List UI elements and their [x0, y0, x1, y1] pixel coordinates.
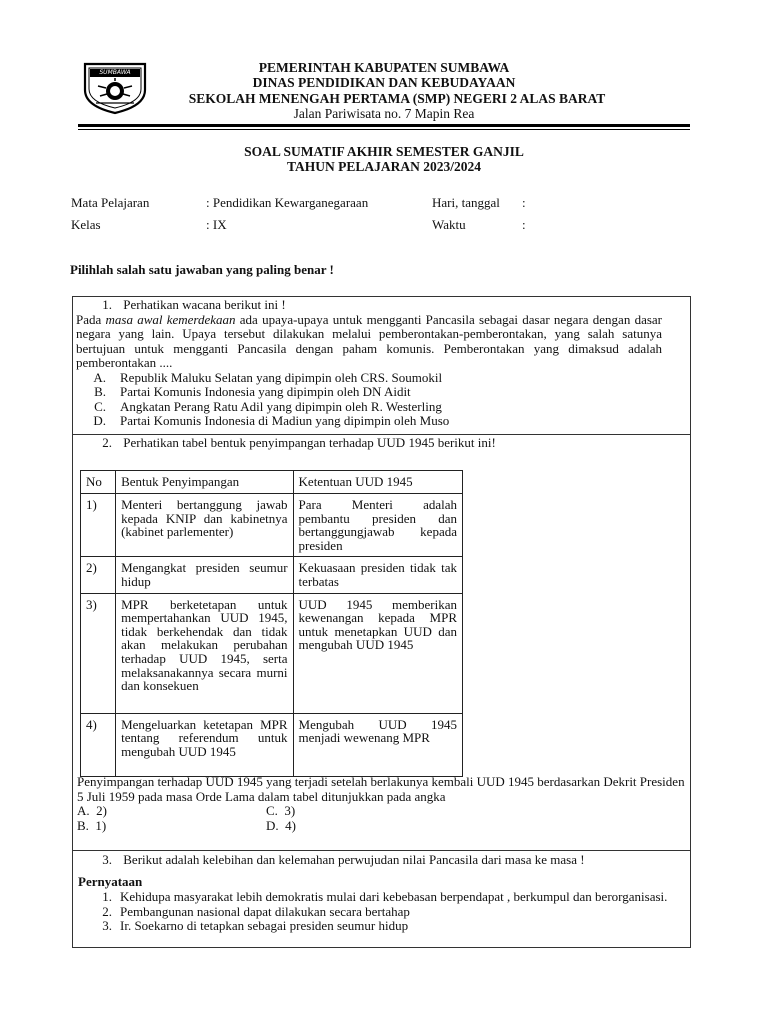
- q1-passage-emphasis: masa awal kemerdekaan: [105, 311, 236, 327]
- statement-item: [76, 890, 686, 905]
- option-letter: A.: [93, 369, 106, 385]
- option-letter: C.: [94, 398, 106, 414]
- class-value: : IX: [206, 217, 227, 232]
- statement-item: [76, 905, 686, 920]
- statement-text: Kehidupa masyarakat lebih demokratis mulai dari kebebasan berpendapat , berkumpul dan berorganisasi.: [120, 889, 668, 904]
- option-letter: A.: [77, 803, 90, 818]
- header-address: Jalan Pariwisata no. 7 Mapin Rea: [293, 106, 475, 121]
- question-2-prompt-row: [76, 436, 676, 451]
- option-text: Angkatan Perang Ratu Adil yang dipimpin oleh R. Westerling: [120, 398, 442, 414]
- row-form: MPR berketetapan untuk mempertahankan UUD 1945, tidak berkehendak dan tidak akan melakukan perubahan terhadap UUD 1945, serta melaksanakannya secara murni dan konsekuen: [121, 596, 288, 694]
- row-rule: Para Menteri adalah pembantu presiden dan bertanggungjawab kepada presiden: [298, 497, 457, 553]
- q2-question: Penyimpangan terhadap UUD 1945 yang terjadi setelah berlakunya kembali UUD 1945 berdasarkan Dekrit Presiden 5 Juli 1959 pada masa Orde Lama dalam tabel ditunjukkan pada angka: [77, 774, 685, 804]
- option-text: Partai Komunis Indonesia yang dipimpin oleh DN Aidit: [120, 384, 411, 400]
- table-row: [81, 494, 463, 557]
- letterhead-rule-thin: [78, 129, 690, 130]
- row-form: Menteri bertanggung jawab kepada KNIP dan kabinetnya (kabinet parlementer): [121, 497, 288, 540]
- header-rule: Ketentuan UUD 1945: [293, 471, 462, 494]
- table-header-row: [81, 471, 463, 494]
- statement-item: [76, 919, 686, 934]
- school-logo: [82, 60, 148, 116]
- header-no: No: [81, 471, 116, 494]
- q2-option-d[interactable]: [266, 819, 296, 834]
- q2-prompt: Perhatikan tabel bentuk penyimpangan terhadap UUD 1945 berikut ini!: [123, 435, 496, 450]
- letterhead-rule-thick: [78, 124, 690, 127]
- option-text: 2): [96, 803, 107, 818]
- option-letter: D.: [93, 413, 106, 429]
- day-label: Hari, tanggal: [432, 195, 500, 210]
- option-text: 4): [285, 818, 296, 833]
- row-number: 4): [81, 713, 116, 776]
- row-rule: Mengubah UUD 1945 menjadi wewenang MPR: [298, 716, 457, 746]
- statement-number: 2.: [102, 903, 112, 919]
- statement-text: Ir. Soekarno di tetapkan sebagai presiden seumur hidup: [120, 918, 409, 933]
- option-letter: B.: [77, 818, 89, 833]
- header-government: PEMERINTAH KABUPATEN SUMBAWA: [258, 60, 510, 75]
- table-row: [81, 557, 463, 593]
- option-letter: C.: [266, 803, 278, 818]
- option-text: Republik Maluku Selatan yang dipimpin oleh CRS. Soumokil: [120, 369, 443, 385]
- q1-passage: [76, 313, 662, 371]
- q2-number: 2.: [102, 435, 112, 450]
- exam-title: SOAL SUMATIF AKHIR SEMESTER GANJIL: [244, 144, 524, 159]
- time-value: :: [522, 217, 526, 232]
- deviation-table: [80, 470, 463, 777]
- q3-prompt: Berikut adalah kelebihan dan kelemahan perwujudan nilai Pancasila dari masa ke masa !: [123, 852, 585, 867]
- table-row: [81, 593, 463, 713]
- subject-label: Mata Pelajaran: [71, 195, 150, 210]
- q1-option-b[interactable]: [76, 385, 676, 400]
- q1-option-a[interactable]: [76, 371, 676, 386]
- statements-title: Pernyataan: [78, 874, 143, 889]
- row-rule: Kekuasaan presiden tidak tak terbatas: [298, 560, 457, 589]
- q2-option-a[interactable]: [77, 804, 107, 819]
- logo-text: SUMBAWA: [99, 69, 131, 76]
- option-letter: D.: [266, 818, 279, 833]
- question-3-prompt-row: [76, 853, 686, 868]
- q1-option-d[interactable]: [76, 414, 676, 429]
- row-rule: UUD 1945 memberikan kewenangan kepada MPR untuk menetapkan UUD dan mengubah UUD 1945: [298, 596, 457, 653]
- row-form: Mengeluarkan ketetapan MPR tentang referendum untuk mengubah UUD 1945: [121, 716, 288, 759]
- time-label: Waktu: [432, 217, 466, 232]
- row-number: 2): [81, 557, 116, 593]
- q1-passage-rest: ada upaya-upaya untuk mengganti Pancasila sebagai dasar negara dengan dasar negara yang lain. Upaya tersebut dilakukan melalui pemberontakan-pemberontakan, yang salah satunya bertujuan untuk mengganti Pancasila dengan paham komunis. Pemberontakan yang dimaksud adalah pemberontakan ....: [76, 311, 662, 370]
- row-number: 3): [81, 593, 116, 713]
- instruction: Pilihlah salah satu jawaban yang paling benar !: [70, 262, 334, 277]
- statement-number: 3.: [102, 918, 112, 933]
- statement-text: Pembangunan nasional dapat dilakukan secara bertahap: [120, 903, 410, 919]
- subject-value: : Pendidikan Kewarganegaraan: [206, 195, 369, 210]
- option-letter: B.: [94, 384, 106, 400]
- row-form: Mengangkat presiden seumur hidup: [121, 560, 288, 589]
- option-text: Partai Komunis Indonesia di Madiun yang dipimpin oleh Muso: [120, 413, 450, 429]
- option-text: 3): [284, 803, 296, 818]
- option-text: 1): [95, 818, 107, 833]
- exam-year: TAHUN PELAJARAN 2023/2024: [286, 159, 481, 174]
- header-form: Bentuk Penyimpangan: [116, 471, 293, 494]
- header-school: SEKOLAH MENENGAH PERTAMA (SMP) NEGERI 2 ALAS BARAT: [188, 91, 606, 106]
- q2-option-b[interactable]: [77, 819, 106, 834]
- question-1: [76, 298, 676, 429]
- statement-number: 1.: [102, 889, 112, 904]
- class-label: Kelas: [71, 217, 101, 232]
- q1-prompt: Perhatikan wacana berikut ini !: [123, 297, 286, 312]
- table-row: [81, 713, 463, 776]
- statements-list: [76, 890, 686, 934]
- q1-passage-start: Pada: [76, 311, 106, 327]
- q1-option-c[interactable]: [76, 400, 676, 415]
- q3-number: 3.: [102, 852, 112, 867]
- day-value: :: [522, 195, 526, 210]
- row-number: 1): [81, 494, 116, 557]
- q1-number: 1.: [102, 297, 112, 312]
- q2-option-c[interactable]: [266, 804, 295, 819]
- header-department: DINAS PENDIDIKAN DAN KEBUDAYAAN: [252, 75, 516, 90]
